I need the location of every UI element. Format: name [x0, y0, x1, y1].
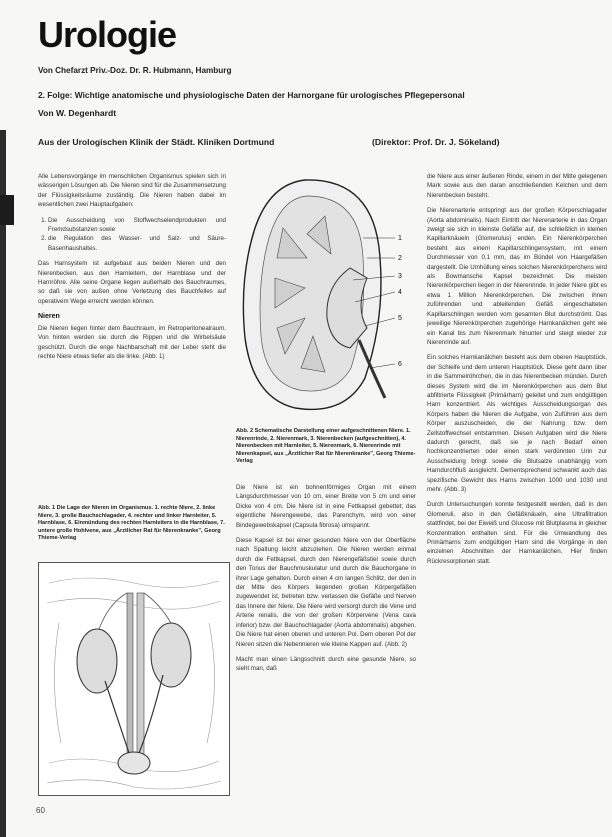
- figure-label: 1: [398, 235, 402, 242]
- paragraph: Ein solches Harnkanälchen besteht aus dem oberen Hauptstück, der Schleife und dem unteren Hauptstück. Diese geht dann über in die Sammelröhrchen, die in das Nierenbecken münden. Durch dieses System wird die im Nierenkörperchen aus dem Blut abfiltrierte Flüssigkeit (Primärharn) geleitet und zum endgültigen Harn konzentriert. Als wichtiges Ausscheidungsorgan des Körpers haben die Nieren die Aufgabe, von Zuführen aus dem Körper auszuscheiden, die der Nahrung bzw. dem Zellstoffwechsel entstammen. Diesen Aufgaben wird die Niere dadurch gerecht, daß sie je nach Bedarf einen hochkonzentrierten oder einen stark verdünnten Urin zur Ausscheidung bringt sowie die Blutsalze unabhängig vom Harndurchfluß ausgleicht. Dementsprechend schwankt auch das spezifische Gewicht des Harns zwischen 1000 und 1030 und mehr. (Abb. 3): [427, 354, 607, 493]
- task-list: [38, 216, 226, 254]
- column-3: [427, 172, 607, 832]
- paragraph: Macht man einen Längsschnitt durch eine gesunde Niere, so sieht man, daß: [236, 655, 416, 673]
- institution-line: Aus der Urologischen Klinik der Städt. Kliniken Dortmund: [38, 137, 275, 147]
- figure-2: [235, 168, 413, 423]
- scan-edge-mark: [0, 195, 14, 225]
- figure-1: [38, 562, 230, 796]
- paragraph: Die Nierenarterie entspringt aus der großen Körperschlagader (Aorta abdominalis). Nach Eintritt der Nierenarterie in das Organ zweigt sie sich in kleinste Gefäße auf, die schließlich in kleinen Kapillarknäueln (Glomerulus) enden. Ein Nierenkörperchen besteht aus einem Kapillarschlingensystem, mit einem Durchmesser von 0,1 mm, das im Bündel von Haargefäßen dargestellt. Die Umhüllung eines solchen Nierenkörperchens wird als Bowmansche Kapsel bezeichnet. Die meisten Nierenkörperchen liegen in der Nierenrinde. In jeder Niere gibt es etwa 1 Million Nierenkörperchen. Die zwischen ihnen zuführenden und ableitenden Gefäß eingeschalteten Kapillarschlingen werden vom gesamten Blut durchströmt. Das jeweilige Nierenkörperchen zugehörige Harnkanälchen geht wie ein Kanal bis zum Nierenmark hinunter und steigt wieder zur Nierenrinde auf.: [427, 207, 607, 346]
- section-heading: Nieren: [38, 313, 60, 321]
- kidney-cross-section-illustration: [235, 168, 413, 423]
- figure-label: 3: [398, 273, 402, 280]
- column-2: [236, 483, 416, 805]
- figure-label: 2: [398, 255, 402, 262]
- figure-2-caption: Abb. 2 Schematische Darstellung einer aufgeschnittenen Niere. 1. Nierenrinde, 2. Nierenmark, 3. Nierenbecken (aufgeschnitten), 4. Nierenbecken mit Harnleiter, 5. Nierenmark, 6. Nierenrinde mit Nierenkapsel, aus „Ärztlicher Rat für Nierenkranke", Georg Thieme-Verlag: [236, 428, 416, 465]
- paragraph: Diese Kapsel ist bei einer gesunden Niere von der Oberfläche nach Spaltung leicht abzuziehen. Die Nieren werden einmal durch die Fettkapsel, durch den Nierengefäßstiel sowie durch den Tonus der Bauchmuskulatur und durch die Bauchorgane in ihrer Lage gehalten. Durch einen 4 cm langen Schlitz, der den in der Mitte des Körpers liegenden großen Körpergefäßen zugewendet ist, betreten bzw. verlassen die Gefäße und Nerven das Innere der Niere. Die Niere wird versorgt durch die Vene und Arterie renalis, die von der großen Körpervene (Vena cava inferior) bzw. der Bauchschlagader (Aorta abdominalis) abgehen. Die Niere hat einen oberen und unteren Pol. Dem oberen Pol der Nieren sitzen die Nebennieren wie kleine Kappen auf. (Abb. 2): [236, 537, 416, 648]
- column-1: [38, 172, 226, 492]
- paragraph: Alle Lebensvorgänge im menschlichen Organismus spielen sich in wässerigen Lösungen ab. Die Nieren sind für die Zusammensetzung der Flüssigkeitsräume zuständig. Die Nieren haben dabei im wesentlichen zwei Hauptaufgaben:: [38, 173, 226, 209]
- paragraph: die Niere aus einer äußeren Rinde, einem in der Mitte gelegenen Mark sowie aus den daran anschließenden Kelchen und dem Nierenbecken besteht.: [427, 173, 607, 199]
- paragraph: Die Niere ist ein bohnenförmiges Organ mit einem Längsdurchmesser von 10 cm, einer Breite von 5 cm und einer Dicke von 4 cm. Die Niere ist in eine Fettkapsel gebettet; das eigentliche Nierengewebe, das Parenchym, wird von einer Bindegewebskapsel (Capsula fibrosa) umspannt.: [236, 484, 416, 529]
- director-line: (Direktor: Prof. Dr. J. Sökeland): [372, 137, 500, 147]
- paragraph: Das Harnsystem ist aufgebaut aus beiden Nieren und den Nierenbecken, aus den Harnleitern, der Harnblase und der Harnröhre. Alle seine Organe liegen außerhalb des Bauchraumes, so daß sie von außen ohne Verletzung des Bauchfelles auf operativem Wege erreicht werden können.: [38, 260, 226, 305]
- figure-label: 6: [398, 361, 402, 368]
- page-number: 60: [36, 806, 45, 815]
- urinary-system-illustration: [39, 563, 229, 795]
- author-line: Von W. Degenhardt: [38, 108, 117, 118]
- list-item: 2. die Regulation des Wasser- und Salz- und Säure-Basenhaushaltes.: [48, 234, 226, 253]
- paragraph: Die Nieren liegen hinter dem Bauchraum, im Retroperitonealraum. Von hinten werden sie durch die Rippen und die Wirbelsäule geschützt. Durch die enge Nachbarschaft mit der Leber steht die rechte Niere etwas tiefer als die linke. (Abb. 1): [38, 324, 226, 360]
- paragraph: Durch Untersuchungen konnte festgestellt werden, daß in den Glomeruli, also in den Gefäßknäueln, eine Ultrafiltration stattfindet, bei der Eiweiß und Glucose mit Blutplasma in gleicher Konzentration enthalten sind. Für die Umwandlung des Primärharns zum endgültigen Harn sind die Vorgänge in den einzelnen Abschnitten der Harnkanälchen. Hier finden Rückresorptionen statt.: [427, 501, 607, 565]
- figure-label: 4: [398, 289, 402, 296]
- figure-1-caption: Abb. 1 Die Lage der Nieren im Organismus. 1. rechte Niere, 2. linke Niere, 3. große Bauchschlagader, 4. rechter und linker Harnleiter, 5. Harnblase, 6. Einmündung des rechten Harnleiters in die Harnblase, 7. untere große Hohlvene, aus „Ärztlicher Rat für Nierenkranke", Georg Thieme-Verlag: [38, 505, 225, 542]
- series-heading: 2. Folge: Wichtige anatomische und physiologische Daten der Harnorgane für urologisches Pflegepersonal: [38, 90, 465, 100]
- byline: Von Chefarzt Priv.-Doz. Dr. R. Hubmann, Hamburg: [38, 66, 232, 75]
- figure-label: 5: [398, 315, 402, 322]
- list-item: 1. Die Ausscheidung von Stoffwechselendprodukten und Fremdsubstanzen sowie: [48, 216, 226, 235]
- scan-edge: [0, 130, 6, 837]
- article-title: Urologie: [38, 14, 177, 55]
